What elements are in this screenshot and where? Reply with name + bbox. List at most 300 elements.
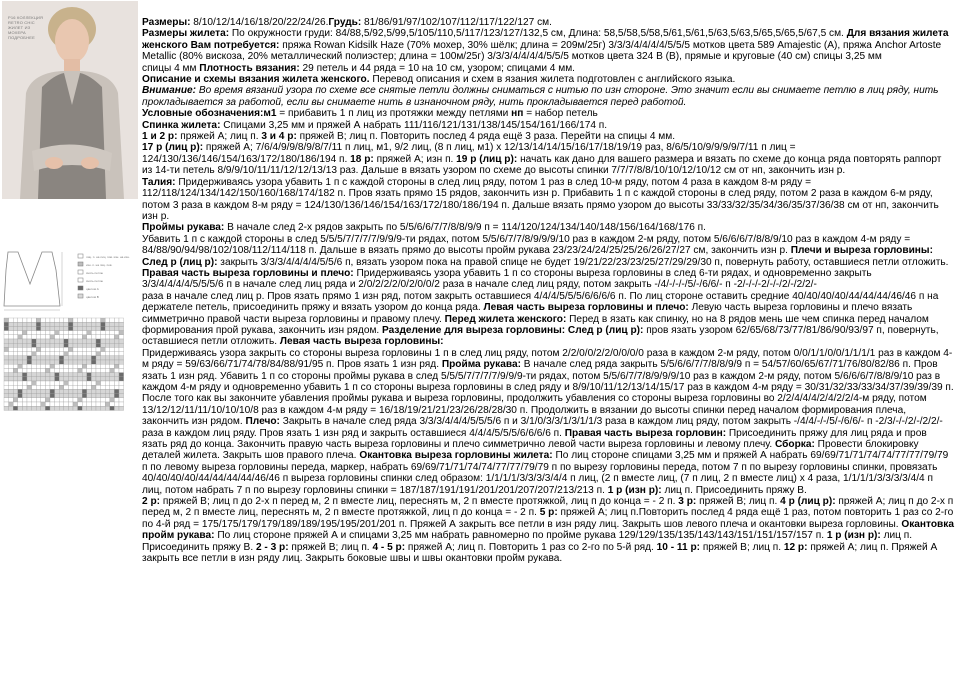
chart-cell bbox=[55, 326, 60, 330]
chart-cell bbox=[87, 389, 92, 393]
chart-cell bbox=[82, 381, 87, 385]
armband-rows-4-5-text: пряжей А; лиц п. Повторить 1 раз со 2-го по 5-й ряд. bbox=[405, 541, 654, 553]
chart-cell bbox=[9, 335, 14, 339]
chart-cell bbox=[78, 406, 83, 410]
vest-schematic-and-chart bbox=[0, 240, 138, 420]
chart-cell bbox=[82, 406, 87, 410]
chart-cell bbox=[101, 373, 106, 377]
chart-cell bbox=[41, 356, 46, 360]
chart-cell bbox=[41, 339, 46, 343]
chart-cell bbox=[55, 381, 60, 385]
chart-cell bbox=[27, 331, 32, 335]
chart-cell bbox=[45, 402, 50, 406]
neckband-row-2-label: 2 р: bbox=[142, 496, 161, 508]
chart-cell bbox=[59, 373, 64, 377]
chart-cell bbox=[73, 385, 78, 389]
chart-cell bbox=[82, 364, 87, 368]
row-18-text: пряжей А; изн п. bbox=[373, 153, 454, 165]
chart-cell bbox=[64, 335, 69, 339]
chart-cell bbox=[68, 343, 73, 347]
chart-cell bbox=[110, 339, 115, 343]
chart-cell bbox=[101, 331, 106, 335]
chart-cell bbox=[73, 368, 78, 372]
armband-rows-4-5-label: 4 - 5 р: bbox=[369, 541, 406, 553]
chart-cell bbox=[32, 343, 37, 347]
chart-cell bbox=[105, 335, 110, 339]
chart-cell bbox=[45, 322, 50, 326]
chart-cell bbox=[96, 377, 101, 381]
chart-cell bbox=[9, 318, 14, 322]
chart-cell bbox=[41, 394, 46, 398]
chart-cell bbox=[73, 352, 78, 356]
chart-cell bbox=[114, 406, 119, 410]
chart-cell bbox=[36, 360, 41, 364]
chart-cell bbox=[18, 402, 23, 406]
paragraph-attention bbox=[142, 85, 954, 108]
chart-cell bbox=[110, 385, 115, 389]
chart-cell bbox=[27, 339, 32, 343]
chart-cell bbox=[45, 326, 50, 330]
chart-cell bbox=[9, 377, 14, 381]
neckband-row-4-label: 4 р (лиц р): bbox=[777, 496, 836, 508]
chart-cell bbox=[87, 356, 92, 360]
chart-cell bbox=[101, 377, 106, 381]
right-neck-label: Правая часть выреза горловины и плечо: bbox=[142, 267, 354, 279]
chart-cell bbox=[55, 364, 60, 368]
chart-cell bbox=[4, 394, 9, 398]
chart-cell bbox=[87, 335, 92, 339]
chart-cell bbox=[18, 318, 23, 322]
chart-cell bbox=[18, 322, 23, 326]
chart-cell bbox=[91, 335, 96, 339]
chart-cell bbox=[41, 343, 46, 347]
chart-cell bbox=[45, 394, 50, 398]
chart-cell bbox=[18, 381, 23, 385]
neckband-row-3-text: пряжей В; лиц п. bbox=[696, 496, 778, 508]
model-photo bbox=[2, 1, 138, 199]
chart-cell bbox=[78, 322, 83, 326]
measurements-label: Размеры жилета: bbox=[142, 28, 230, 40]
chart-cell bbox=[96, 368, 101, 372]
assembly-label: Сборка: bbox=[772, 439, 815, 451]
chart-cell bbox=[73, 356, 78, 360]
chart-cell bbox=[64, 406, 69, 410]
chart-cell bbox=[64, 331, 69, 335]
chart-cell bbox=[9, 347, 14, 351]
chart-cell bbox=[101, 402, 106, 406]
chart-cell bbox=[22, 347, 27, 351]
chart-cell bbox=[78, 347, 83, 351]
chart-cell bbox=[119, 318, 124, 322]
paragraph-sizes bbox=[142, 17, 954, 28]
chart-cell bbox=[22, 364, 27, 368]
chart-cell bbox=[110, 326, 115, 330]
chart-cell bbox=[55, 335, 60, 339]
chart-cell bbox=[27, 381, 32, 385]
chart-cell bbox=[32, 360, 37, 364]
chart-cell bbox=[101, 389, 106, 393]
chart-cell bbox=[27, 385, 32, 389]
chart-cell bbox=[4, 385, 9, 389]
chart-cell bbox=[55, 368, 60, 372]
chart-cell bbox=[87, 360, 92, 364]
assembly-text: Провести блокировку деталей жилета. Закрыть шов правого плеча. bbox=[142, 439, 919, 462]
chart-cell bbox=[91, 318, 96, 322]
chart-cell bbox=[32, 368, 37, 372]
chart-cell bbox=[64, 343, 69, 347]
chart-cell bbox=[96, 347, 101, 351]
chart-cell bbox=[36, 352, 41, 356]
chart-cell bbox=[68, 389, 73, 393]
chart-cell bbox=[45, 368, 50, 372]
chart-cell bbox=[13, 356, 18, 360]
chart-cell bbox=[114, 352, 119, 356]
chart-cell bbox=[73, 326, 78, 330]
chart-cell bbox=[96, 385, 101, 389]
chart-cell bbox=[45, 352, 50, 356]
chart-cell bbox=[105, 331, 110, 335]
row-17-label: 17 р (лиц р): bbox=[142, 142, 204, 154]
chart-cell bbox=[64, 402, 69, 406]
chart-cell bbox=[13, 360, 18, 364]
chart-cell bbox=[59, 398, 64, 402]
chart-cell bbox=[114, 381, 119, 385]
chart-cell bbox=[36, 377, 41, 381]
chart-cell bbox=[4, 339, 9, 343]
abbreviation-cast-on-label: нп bbox=[508, 108, 524, 120]
chart-cell bbox=[78, 331, 83, 335]
chart-cell bbox=[50, 381, 55, 385]
chart-cell bbox=[91, 373, 96, 377]
legend-text: снять петлю bbox=[86, 279, 104, 283]
chart-cell bbox=[82, 331, 87, 335]
chart-cell bbox=[45, 381, 50, 385]
chart-cell bbox=[45, 377, 50, 381]
chart-cell bbox=[13, 398, 18, 402]
abbreviation-cast-on-text: = набор петель bbox=[523, 108, 598, 120]
chart-cell bbox=[32, 356, 37, 360]
chart-cell bbox=[114, 322, 119, 326]
chart-cell bbox=[110, 368, 115, 372]
chart-cell bbox=[96, 343, 101, 347]
chart-cell bbox=[50, 318, 55, 322]
chart-cell bbox=[50, 352, 55, 356]
chart-cell bbox=[87, 322, 92, 326]
chart-cell bbox=[73, 377, 78, 381]
chart-cell bbox=[41, 385, 46, 389]
chart-cell bbox=[119, 364, 124, 368]
chart-cell bbox=[27, 406, 32, 410]
front-text: Перед в язать как спинку, но на 8 рядов мень ше чем спинка перед началом формирования прой рукава, закончить изн рядом. bbox=[142, 313, 929, 336]
chart-cell bbox=[50, 385, 55, 389]
vest-schematic bbox=[4, 252, 62, 310]
chart-cell bbox=[18, 373, 23, 377]
armholes-text: В начале след 2-х рядов закрыть по 5/5/6/6/7/7/8/8/9/9 п = 114/120/124/134/140/148/156/164/168/176 п. bbox=[224, 222, 706, 234]
chart-cell bbox=[96, 339, 101, 343]
paragraph-front bbox=[142, 291, 954, 348]
chart-cell bbox=[27, 377, 32, 381]
chart-cell bbox=[4, 326, 9, 330]
chart-cell bbox=[78, 385, 83, 389]
attention-label: Внимание: bbox=[142, 85, 197, 97]
chart-cell bbox=[114, 360, 119, 364]
chart-cell bbox=[22, 322, 27, 326]
chart-cell bbox=[4, 343, 9, 347]
chart-cell bbox=[96, 352, 101, 356]
chart-cell bbox=[18, 385, 23, 389]
chart-cell bbox=[73, 318, 78, 322]
chart-cell bbox=[59, 356, 64, 360]
paragraph-description bbox=[142, 74, 954, 85]
neckband-row-4-text: пряжей А; лиц п до 2-х п перед м, 2 п вместе лиц, переснять м, 2 п вместе протяжкой, лиц п до конца = - 2 п. bbox=[142, 496, 954, 519]
shoulder-text: Закрыть в начале след ряда 3/3/3/4/4/4/5/5/5/6 п и 3/1/0/3/3/1/3/1/1/3 раза в каждом лиц ряду, потом закрыть -/4/4/-/-/5/-/6/6/- п -2/3/-/-/2/-/2/2/- раза в каждом лиц ряду. Пров язать 1 изн ряд и закрыть оставшиеся 4/4/4/5/5/5/6/6/6/6 п. bbox=[142, 416, 943, 439]
left-neck-label: Левая часть выреза горловины и плечо: bbox=[480, 302, 689, 314]
chart-cell bbox=[68, 368, 73, 372]
chart-cell bbox=[50, 402, 55, 406]
chart-cell bbox=[18, 368, 23, 372]
chart-cell bbox=[119, 402, 124, 406]
chart-cell bbox=[50, 356, 55, 360]
chart-cell bbox=[64, 326, 69, 330]
chart-cell bbox=[22, 394, 27, 398]
back-label: Спинка жилета: bbox=[142, 119, 221, 131]
chart-cell bbox=[78, 377, 83, 381]
chart-cell bbox=[32, 398, 37, 402]
chart-cell bbox=[13, 343, 18, 347]
chart-cell bbox=[64, 364, 69, 368]
chart-cell bbox=[50, 339, 55, 343]
chart-cell bbox=[22, 406, 27, 410]
abbreviations-label: Условные обозначения:м1 bbox=[142, 108, 277, 120]
chart-cell bbox=[22, 331, 27, 335]
chart-cell bbox=[45, 364, 50, 368]
chart-cell bbox=[9, 385, 14, 389]
materials-label: Для вязания жилета женского Вам потребуется: bbox=[142, 28, 949, 51]
armband-row-12-text: пряжей А; лиц п. Пряжей А закрыть все петли в изн ряду лиц. Закрыть боковые швы и швы окантовки пройм рукава. bbox=[142, 541, 938, 565]
chart-cell bbox=[41, 347, 46, 351]
chart-cell bbox=[110, 343, 115, 347]
chart-cell bbox=[105, 339, 110, 343]
chart-cell bbox=[91, 398, 96, 402]
chart-cell bbox=[59, 389, 64, 393]
chart-cell bbox=[45, 335, 50, 339]
paragraph-waist bbox=[142, 177, 954, 223]
chart-cell bbox=[32, 331, 37, 335]
chart-cell bbox=[59, 364, 64, 368]
chart-cell bbox=[36, 318, 41, 322]
chart-cell bbox=[36, 322, 41, 326]
chart-cell bbox=[22, 385, 27, 389]
paragraph-row-17 bbox=[142, 142, 954, 176]
chart-cell bbox=[9, 398, 14, 402]
chart-cell bbox=[114, 339, 119, 343]
chart-cell bbox=[91, 381, 96, 385]
chart-cell bbox=[59, 406, 64, 410]
chart-cell bbox=[101, 398, 106, 402]
chart-cell bbox=[119, 406, 124, 410]
chart-cell bbox=[82, 339, 87, 343]
bust-text: 81/86/91/97/102/107/112/117/122/127 см. bbox=[361, 17, 552, 28]
chart-cell bbox=[96, 356, 101, 360]
chart-cell bbox=[64, 352, 69, 356]
chart-cell bbox=[96, 326, 101, 330]
shoulders-label: Плечи и выреза горловины: След р (лиц р): bbox=[142, 245, 933, 268]
chart-cell bbox=[36, 402, 41, 406]
materials-text: пряжа Rowan Kidsilk Haze (70% мохер, 30% шёлк; длина = 209м/25г) 3/3/3/4/4/4/4/5/5/5 мотков цвета 589 Amajestic (A), пряжа Anchor Artoste Metallic (80% вискоза, 20% металлический полиэстер; длина = 100м/25г) 3/3/3/4/4/4/4/5/5/5 мотков цвета 324 B (B), прямые и круговые (40 см) спицы 3,25 мм bbox=[142, 39, 942, 63]
chart-cell bbox=[114, 389, 119, 393]
chart-cell bbox=[41, 335, 46, 339]
chart-cell bbox=[55, 389, 60, 393]
chart-cell bbox=[18, 331, 23, 335]
chart-cell bbox=[55, 331, 60, 335]
chart-cell bbox=[68, 364, 73, 368]
chart-cell bbox=[41, 381, 46, 385]
chart-cell bbox=[4, 389, 9, 393]
chart-cell bbox=[73, 364, 78, 368]
chart-cell bbox=[59, 331, 64, 335]
chart-cell bbox=[59, 347, 64, 351]
chart-cell bbox=[36, 364, 41, 368]
chart-cell bbox=[87, 377, 92, 381]
chart-cell bbox=[45, 356, 50, 360]
chart-cell bbox=[119, 335, 124, 339]
chart-cell bbox=[101, 360, 106, 364]
chart-cell bbox=[18, 352, 23, 356]
chart-cell bbox=[13, 322, 18, 326]
chart-cell bbox=[105, 343, 110, 347]
chart-cell bbox=[32, 326, 37, 330]
chart-cell bbox=[55, 394, 60, 398]
chart-cell bbox=[105, 377, 110, 381]
chart-cell bbox=[9, 343, 14, 347]
chart-cell bbox=[91, 322, 96, 326]
chart-cell bbox=[105, 326, 110, 330]
chart-cell bbox=[45, 343, 50, 347]
chart-cell bbox=[68, 360, 73, 364]
chart-cell bbox=[78, 356, 83, 360]
chart-cell bbox=[101, 406, 106, 410]
chart-cell bbox=[13, 402, 18, 406]
chart-cell bbox=[4, 322, 9, 326]
chart-cell bbox=[9, 406, 14, 410]
chart-cell bbox=[36, 331, 41, 335]
chart-cell bbox=[110, 406, 115, 410]
back-text: Спицами 3,25 мм и пряжей А набрать 111/116/121/131/138/145/154/161/166/174 п. bbox=[220, 119, 608, 131]
chart-cell bbox=[68, 347, 73, 351]
chart-cell bbox=[119, 389, 124, 393]
chart-cell bbox=[78, 373, 83, 377]
legend-text: снять петлю bbox=[86, 271, 104, 275]
chart-cell bbox=[22, 389, 27, 393]
chart-cell bbox=[9, 326, 14, 330]
paragraph-shoulders bbox=[142, 234, 954, 291]
chart-cell bbox=[68, 394, 73, 398]
chart-cell bbox=[82, 398, 87, 402]
chart-cell bbox=[101, 347, 106, 351]
right-neck-text: Придерживаясь узора убавить 1 п со стороны выреза горловины в след 6-ти рядах, и одновременно закрыть 3/3/4/4/4/4/5/5/5/6 п в начале след лиц ряда и 2/0/2/2/2/0/2/0/0/2 раза в начале след лиц ряду, потом закрыть -/4/-/-/-/5/-/6/6/- п -2/-/-/-2/-/-/2/-/2/2/- bbox=[142, 267, 872, 291]
chart-cell bbox=[4, 377, 9, 381]
chart-cell bbox=[9, 394, 14, 398]
chart-cell bbox=[96, 322, 101, 326]
chart-cell bbox=[96, 335, 101, 339]
chart-cell bbox=[18, 360, 23, 364]
chart-cell bbox=[82, 335, 87, 339]
chart-cell bbox=[41, 352, 46, 356]
chart-cell bbox=[4, 373, 9, 377]
chart-cell bbox=[13, 326, 18, 330]
chart-cell bbox=[119, 352, 124, 356]
pattern-instructions bbox=[142, 17, 954, 565]
chart-cell bbox=[91, 368, 96, 372]
chart-cell bbox=[41, 331, 46, 335]
legend-text: цветом А bbox=[86, 287, 99, 291]
chart-cell bbox=[87, 385, 92, 389]
chart-cell bbox=[87, 381, 92, 385]
chart-cell bbox=[59, 377, 64, 381]
chart-cell bbox=[36, 335, 41, 339]
chart-cell bbox=[119, 356, 124, 360]
chart-cell bbox=[68, 335, 73, 339]
chart-cell bbox=[119, 322, 124, 326]
chart-cell bbox=[82, 373, 87, 377]
chart-cell bbox=[45, 373, 50, 377]
chart-cell bbox=[96, 406, 101, 410]
legend-text: лиц. п. на лиц. пов. изн. на изн. bbox=[86, 255, 130, 259]
chart-cell bbox=[32, 352, 37, 356]
chart-cell bbox=[91, 331, 96, 335]
chart-cell bbox=[114, 385, 119, 389]
right-front-neck-text: Присоединить пряжу для лиц ряда и пров язать ряд до конца. Закончить правую часть выреза горловины и плечо симметрично левой части выреза горловины и левому плечу. bbox=[142, 427, 927, 451]
chart-cell bbox=[105, 373, 110, 377]
chart-cell bbox=[13, 335, 18, 339]
photo-caption bbox=[8, 15, 44, 40]
chart-cell bbox=[27, 368, 32, 372]
sizes-text: 8/10/12/14/16/18/20/22/24/26. bbox=[190, 17, 329, 28]
chart-cell bbox=[13, 377, 18, 381]
chart-cell bbox=[68, 326, 73, 330]
chart-cell bbox=[78, 343, 83, 347]
left-neck-text: Левую часть выреза горловины и плечо вязать симметрично правой части выреза горловины и правому плечу. bbox=[142, 302, 913, 325]
chart-cell bbox=[55, 398, 60, 402]
chart-cell bbox=[119, 373, 124, 377]
rows-1-2-text: пряжей А; лиц п. bbox=[177, 131, 262, 143]
chart-cell bbox=[13, 364, 18, 368]
chart-cell bbox=[18, 377, 23, 381]
chart-cell bbox=[101, 335, 106, 339]
legend-text: цветом В bbox=[86, 295, 99, 299]
paragraph-measurements bbox=[142, 28, 954, 62]
chart-cell bbox=[13, 394, 18, 398]
chart-cell bbox=[36, 343, 41, 347]
chart-cell bbox=[59, 360, 64, 364]
chart-cell bbox=[27, 402, 32, 406]
chart-cell bbox=[101, 368, 106, 372]
chart-cell bbox=[114, 402, 119, 406]
chart-cell bbox=[64, 322, 69, 326]
chart-cell bbox=[110, 322, 115, 326]
chart-cell bbox=[55, 347, 60, 351]
chart-cell bbox=[50, 368, 55, 372]
chart-cell bbox=[27, 326, 32, 330]
armband-text: По лиц стороне пряжей А и спицами 3,25 мм набрать равномерно по пройме рукава 129/129/135/135/143/143/151/151/157/157 п. bbox=[214, 530, 825, 542]
chart-cell bbox=[50, 394, 55, 398]
chart-cell bbox=[91, 385, 96, 389]
abbreviations-text: = прибавить 1 п лиц из протяжки между петлями bbox=[276, 108, 509, 120]
chart-cell bbox=[110, 381, 115, 385]
chart-cell bbox=[78, 368, 83, 372]
chart-cell bbox=[78, 352, 83, 356]
chart-cell bbox=[27, 343, 32, 347]
